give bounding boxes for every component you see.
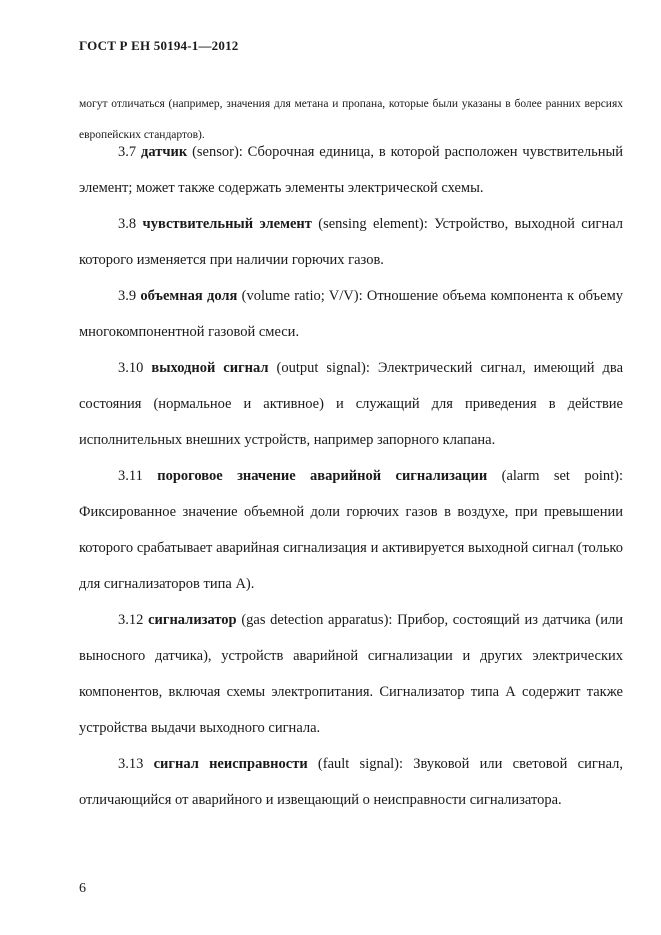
definition-number: 3.10 — [118, 360, 144, 376]
definition-term: пороговое значение аварийной сигнализации — [157, 468, 488, 484]
definition-3-9 — [79, 278, 623, 350]
definition-text: (gas detection apparatus): Прибор, состоящий из датчика (или выносного датчика), устройств аварийной сигнализации и других электрических компонентов, включая схемы электропитания. Сигнализатор типа А содержит также устройства выдачи выходного сигнала. — [79, 612, 623, 736]
definition-number: 3.13 — [118, 756, 144, 772]
definition-3-11 — [79, 458, 623, 602]
definition-text: (fault signal): Звуковой или световой сигнал, отличающийся от аварийного и извещающий о неисправности сигнализатора. — [79, 756, 623, 808]
document-header: ГОСТ Р ЕН 50194-1—2012 — [79, 38, 239, 53]
definition-term: объемная доля — [140, 288, 238, 304]
definition-3-10 — [79, 350, 623, 458]
definition-3-12 — [79, 602, 623, 746]
definition-text: (alarm set point): Фиксированное значение объемной доли горючих газов в воздухе, при превышении которого срабатывает аварийная сигнализация и активируется выходной сигнал (только для сигнализаторов типа А). — [79, 468, 624, 592]
definitions-section — [79, 134, 623, 818]
definition-3-13 — [79, 746, 623, 818]
definition-term: сигнализатор — [148, 612, 237, 628]
definition-term: чувствительный элемент — [142, 216, 312, 232]
definition-term: датчик — [141, 144, 188, 160]
definition-text: (volume ratio; V/V): Отношение объема компонента к объему многокомпонентной газовой смеси. — [79, 288, 624, 340]
definition-3-7 — [79, 134, 623, 206]
definition-number: 3.9 — [118, 288, 137, 304]
continued-note: могут отличаться (например, значения для метана и пропана, которые были указаны в более ранних версиях европейских стандартов). — [79, 97, 623, 141]
definition-number: 3.11 — [118, 468, 143, 484]
definition-term: выходной сигнал — [151, 360, 269, 376]
definition-number: 3.12 — [118, 612, 144, 628]
definition-text: (sensor): Сборочная единица, в которой расположен чувствительный элемент; может также содержать элементы электрической схемы. — [79, 144, 623, 196]
definition-number: 3.7 — [118, 144, 137, 160]
definition-number: 3.8 — [118, 216, 137, 232]
definition-text: (output signal): Электрический сигнал, имеющий два состояния (нормальное и активное) и служащий для приведения в действие исполнительных внешних устройств, например запорного клапана. — [79, 360, 624, 448]
page-number: 6 — [79, 881, 86, 896]
definition-term: сигнал неисправности — [153, 756, 308, 772]
definition-text: (sensing element): Устройство, выходной сигнал которого изменяется при наличии горючих газов. — [79, 216, 623, 268]
definition-3-8 — [79, 206, 623, 278]
